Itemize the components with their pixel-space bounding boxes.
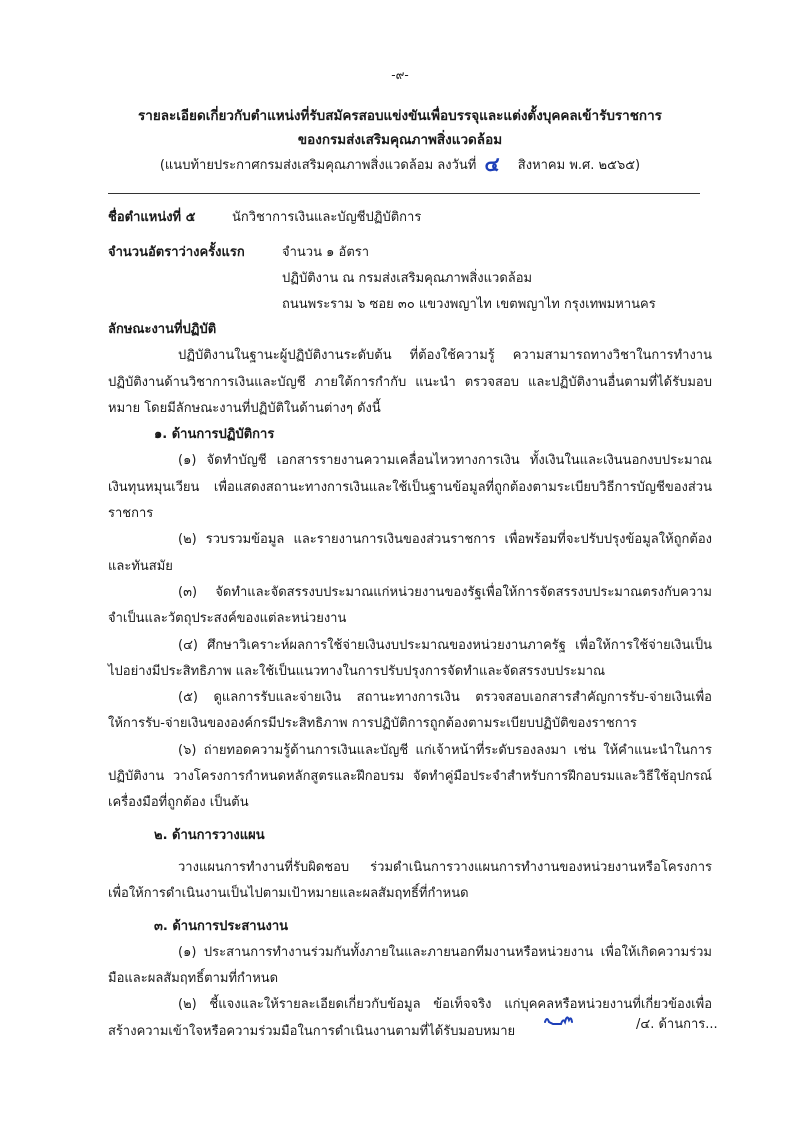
- address: ถนนพระราม ๖ ซอย ๓๐ แขวงพญาไท เขตพญาไท กรุงเทพมหานคร: [282, 297, 656, 312]
- signature-icon: [543, 1010, 583, 1030]
- list-item: วางแผนการทำงานที่รับผิดชอบ ร่วมดำเนินการวางแผนการทำงานของหน่วยงานหรือโครงการ เพื่อให้การดำเนินงานเป็นไปตามเป้าหมายและผลสัมฤทธิ์ที่กำหนด: [108, 859, 712, 902]
- list-item: (๒) รวบรวมข้อมูล และรายงานการเงินของส่วนราชการ เพื่อพร้อมที่จะปรับปรุงข้อมูลให้ถูกต้องและทันสมัย: [108, 532, 712, 574]
- list-item: (๖) ถ่ายทอดความรู้ด้านการเงินและบัญชี แก่เจ้าหน้าที่ระดับรองลงมา เช่น ให้คำแนะนำในการปฏิบัติงาน วางโครงการกำหนดหลักสูตรและฝึกอบรม จัดทำคู่มือประจำสำหรับการฝึกอบรมและวิธีใช้อุปกรณ์เครื่องมือที่ถูกต้อง เป็นต้น: [108, 742, 712, 811]
- workplace: ปฏิบัติงาน ณ กรมส่งเสริมคุณภาพสิ่งแวดล้อม: [282, 271, 533, 286]
- title-line-3: [0, 152, 800, 178]
- position-name-value: นักวิชาการเงินและบัญชีปฏิบัติการ: [232, 210, 422, 225]
- position-name-label: ชื่อตำแหน่งที่ ๕: [108, 210, 196, 225]
- duties-body: [108, 317, 712, 1045]
- vacancy-label: จำนวนอัตราว่างครั้งแรก: [108, 245, 245, 260]
- continuation-note: /๔. ด้านการ...: [636, 1017, 718, 1032]
- list-item: (๕) ดูแลการรับและจ่ายเงิน สถานะทางการเงิน ตรวจสอบเอกสารสำคัญการรับ-จ่ายเงินเพื่อให้การรับ-จ่ายเงินขององค์กรมีประสิทธิภาพ การปฏิบัติการถูกต้องตามระเบียบปฏิบัติของราชการ: [108, 690, 712, 732]
- section-heading-planning: ๒. ด้านการวางแผน: [154, 827, 265, 843]
- page-number: -๙-: [391, 68, 409, 82]
- list-item: (๓) จัดทำและจัดสรรงบประมาณแก่หน่วยงานของรัฐเพื่อให้การจัดสรรงบประมาณตรงกับความจำเป็นและวัตถุประสงค์ของแต่ละหน่วยงาน: [108, 584, 712, 627]
- vacancy-values: [282, 240, 656, 318]
- duties-heading: ลักษณะงานที่ปฏิบัติ: [108, 322, 217, 337]
- handwritten-day: ๔: [484, 152, 500, 176]
- list-item: (๑) จัดทำบัญชี เอกสารรายงานความเคลื่อนไหวทางการเงิน ทั้งเงินในและเงินนอกงบประมาณ เงินทุนหมุนเวียน เพื่อแสดงสถานะทางการเงินและใช้เป็นฐานข้อมูลที่ถูกต้องตามระเบียบวิธีการบัญชีของส่วนราชการ: [108, 453, 712, 522]
- list-item: (๒) ชี้แจงและให้รายละเอียดเกี่ยวกับข้อมูล ข้อเท็จจริง แก่บุคคลหรือหน่วยงานที่เกี่ยวข้องเพื่อสร้างความเข้าใจหรือความร่วมมือในการดำเนินงานตามที่ได้รับมอบหมาย: [108, 997, 712, 1039]
- section-heading-coordination: ๓. ด้านการประสานงาน: [154, 918, 289, 934]
- section-heading-operations: ๑. ด้านการปฏิบัติการ: [154, 427, 275, 443]
- title-line-3-prefix: (แนบท้ายประกาศกรมส่งเสริมคุณภาพสิ่งแวดล้อม ลงวันที่: [159, 158, 477, 173]
- horizontal-divider: [108, 193, 700, 194]
- vacancy-count: จำนวน ๑ อัตรา: [282, 245, 370, 260]
- list-item: (๑) ประสานการทำงานร่วมกันทั้งภายในและภายนอกทีมงานหรือหน่วยงาน เพื่อให้เกิดความร่วมมือและผลสัมฤทธิ์ตามที่กำหนด: [108, 944, 712, 987]
- title-line-1: รายละเอียดเกี่ยวกับตำแหน่งที่รับสมัครสอบแข่งขันเพื่อบรรจุและแต่งตั้งบุคคลเข้ารับราชการ: [138, 108, 662, 124]
- title-line-3-suffix: สิงหาคม พ.ศ. ๒๕๖๕): [517, 158, 641, 173]
- document-title: [0, 104, 800, 178]
- list-item: (๔) ศึกษาวิเคราะห์ผลการใช้จ่ายเงินงบประมาณของหน่วยงานภาครัฐ เพื่อให้การใช้จ่ายเงินเป็นไปอย่างมีประสิทธิภาพ และใช้เป็นแนวทางในการปรับปรุงการจัดทำและจัดสรรงบประมาณ: [108, 637, 712, 679]
- duties-intro: ปฏิบัติงานในฐานะผู้ปฏิบัติงานระดับต้น ที่ต้องใช้ความรู้ ความสามารถทางวิชาในการทำงาน ปฏิบัติงานด้านวิชาการเงินและบัญชี ภายใต้การกำกับ แนะนำ ตรวจสอบ และปฏิบัติงานอื่นตามที่ได้รับมอบหมาย โดยมีลักษณะงานที่ปฏิบัติในด้านต่างๆ ดังนี้: [108, 348, 712, 416]
- title-line-2: ของกรมส่งเสริมคุณภาพสิ่งแวดล้อม: [297, 132, 503, 148]
- position-name-row: [108, 208, 421, 228]
- vacancy-row: [108, 243, 656, 318]
